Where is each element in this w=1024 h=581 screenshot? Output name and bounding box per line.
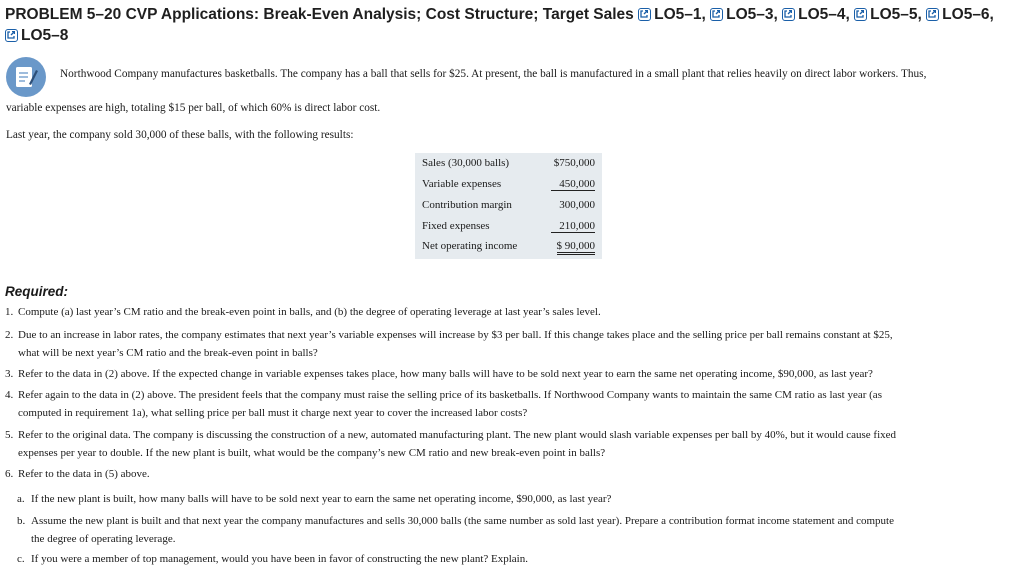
objective-link[interactable]: LO5–8 — [5, 27, 68, 44]
required-heading: Required: — [5, 284, 69, 299]
problem-title: PROBLEM 5–20 CVP Applications: Break-Even Analysis; Cost Structure; Target Sales — [5, 6, 634, 23]
intro-line-2: variable expenses are high, totaling $15 per ball, of which 60% is direct labor cost. — [6, 102, 381, 114]
external-link-icon — [5, 29, 18, 42]
row-label: Fixed expenses — [422, 220, 490, 232]
question-text: Assume the new plant is built and that next year the company manufactures and sells 30,000 balls (the same number as sold last year). Prepare a contribution format income statement and compute — [31, 515, 894, 527]
question-number: 1. — [5, 306, 14, 318]
question-text: expenses per year to double. If the new plant is built, what would be the company’s new CM ratio and new break-even point in balls? — [18, 447, 606, 459]
question-4 — [5, 386, 1017, 422]
question-6c — [17, 550, 1017, 568]
row-value: 210,000 — [551, 220, 595, 233]
row-value: 300,000 — [559, 199, 595, 211]
question-text: computed in requirement 1a), what selling price per ball must it charge next year to cover the increased labor costs? — [18, 407, 528, 419]
intro-line-3: Last year, the company sold 30,000 of these balls, with the following results: — [6, 129, 354, 141]
row-label: Variable expenses — [422, 178, 502, 190]
row-value: $750,000 — [553, 157, 595, 169]
question-2 — [5, 326, 1017, 362]
external-link-icon — [854, 8, 867, 21]
objective-link[interactable]: LO5–5, — [854, 6, 922, 23]
question-5 — [5, 426, 1017, 462]
question-text: Compute (a) last year’s CM ratio and the break-even point in balls, and (b) the degree of operating leverage at last year’s sales level. — [18, 306, 601, 318]
external-link-icon — [926, 8, 939, 21]
row-value: $ 90,000 — [557, 240, 596, 255]
question-text: If the new plant is built, how many balls will have to be sold next year to earn the same net operating income, $90,000, as last year? — [31, 493, 612, 505]
question-text: the degree of operating leverage. — [31, 533, 176, 545]
objective-link[interactable]: LO5–4, — [782, 6, 850, 23]
question-number: 5. — [5, 429, 14, 441]
question-6b — [17, 512, 1017, 548]
question-6a — [17, 490, 1017, 508]
external-link-icon — [782, 8, 795, 21]
question-6 — [5, 465, 1017, 483]
question-number: b. — [17, 515, 26, 527]
question-text: Refer again to the data in (2) above. The president feels that the company must raise the selling price of its basketballs. If Northwood Company wants to maintain the same CM ratio as last year (as — [18, 389, 882, 401]
external-link-icon — [710, 8, 723, 21]
problem-heading — [5, 4, 1015, 46]
question-number: a. — [17, 493, 25, 505]
row-label: Sales (30,000 balls) — [422, 157, 510, 169]
row-label: Contribution margin — [422, 199, 512, 211]
question-number: 3. — [5, 368, 14, 380]
table-row — [415, 217, 602, 237]
row-value: 450,000 — [551, 178, 595, 191]
income-statement-table — [415, 153, 602, 259]
question-number: c. — [17, 553, 25, 565]
question-text: what will be next year’s CM ratio and the break-even point in balls? — [18, 347, 318, 359]
table-row — [415, 237, 602, 257]
question-number: 6. — [5, 468, 14, 480]
question-text: Refer to the data in (5) above. — [18, 468, 150, 480]
objective-link[interactable]: LO5–6, — [926, 6, 994, 23]
external-link-icon — [638, 8, 651, 21]
intro-line-1: Northwood Company manufactures basketballs. The company has a ball that sells for $25. At present, the ball is manufactured in a small plant that relies heavily on direct labor workers. Thus, — [60, 68, 927, 80]
question-text: Refer to the original data. The company is discussing the construction of a new, automated manufacturing plant. The new plant would slash variable expenses per ball by 40%, but it would cause fixed — [18, 429, 897, 441]
question-text: Due to an increase in labor rates, the company estimates that next year’s variable expenses will increase by $3 per ball. If this change takes place and the selling price per ball remains constant at $25, — [18, 329, 893, 341]
row-label: Net operating income — [422, 240, 518, 252]
objective-link[interactable]: LO5–1, — [638, 6, 706, 23]
question-number: 2. — [5, 329, 14, 341]
table-row — [415, 196, 602, 216]
table-row — [415, 154, 602, 174]
notepad-icon — [6, 57, 46, 97]
objective-link[interactable]: LO5–3, — [710, 6, 778, 23]
question-text: Refer to the data in (2) above. If the expected change in variable expenses takes place, how many balls will have to be sold next year to earn the same net operating income, $90,000, as last year? — [18, 368, 873, 380]
question-number: 4. — [5, 389, 14, 401]
question-text: If you were a member of top management, would you have been in favor of constructing the new plant? Explain. — [31, 553, 528, 565]
question-1 — [5, 303, 1015, 321]
table-row — [415, 175, 602, 195]
question-3 — [5, 365, 1017, 383]
